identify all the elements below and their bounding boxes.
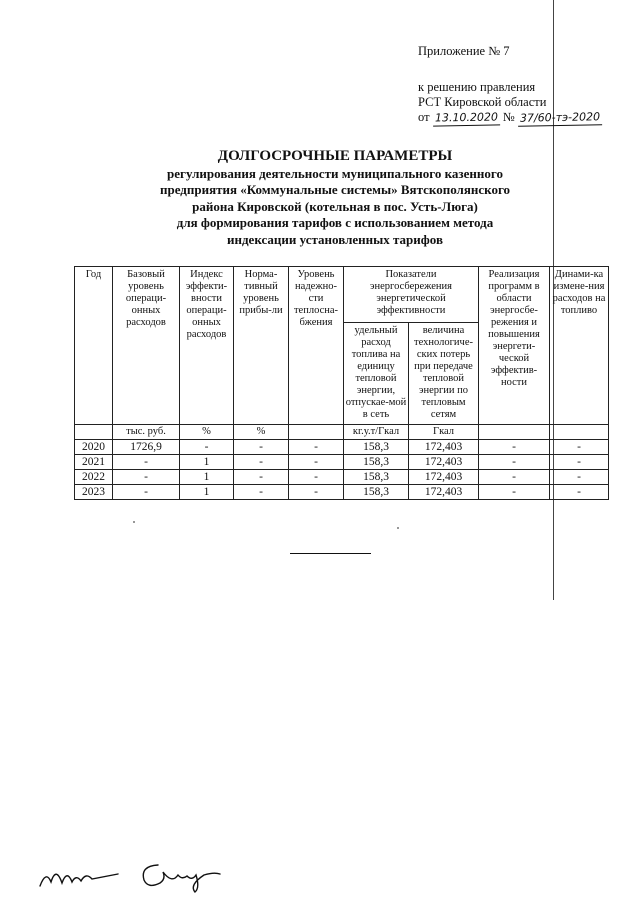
unit-dynamics (550, 425, 609, 440)
unit-reliability (289, 425, 344, 440)
title-main: ДОЛГОСРОЧНЫЕ ПАРАМЕТРЫ (217, 148, 453, 164)
table-row (75, 485, 609, 500)
appendix-header (418, 44, 602, 126)
parameters-table (74, 266, 609, 500)
header-fuel-consumption: удельный расход топлива на единицу тепловой энергии, отпускае-мой в сеть (344, 323, 409, 425)
unit-year (75, 425, 113, 440)
scan-speck (397, 527, 399, 529)
cell-losses: 172,403 (409, 485, 479, 500)
decision-reference (418, 110, 602, 126)
header-programs: Реализация программ в области энергосбе-режения и повышения энергети-ческой эффектив-ности (479, 267, 550, 425)
unit-index: % (180, 425, 234, 440)
cell-base: - (113, 470, 180, 485)
cell-losses: 172,403 (409, 455, 479, 470)
cell-year: 2020 (75, 440, 113, 455)
cell-year: 2021 (75, 455, 113, 470)
document-title (100, 148, 570, 248)
from-label: от (418, 110, 430, 124)
cell-dynamics: - (550, 485, 609, 500)
cell-programs: - (479, 485, 550, 500)
header-heat-losses: величина технологиче-ских потерь при передаче тепловой энергии по тепловым сетям (409, 323, 479, 425)
header-fuel-dynamics: Динами-ка измене-ния расходов на топливо (550, 267, 609, 425)
appendix-number: Приложение № 7 (418, 44, 510, 58)
title-line-3: района Кировской (котельная в пос. Усть-Люга) (192, 198, 478, 214)
cell-programs: - (479, 455, 550, 470)
table-row (75, 455, 609, 470)
decision-date: 13.10.2020 (433, 109, 500, 126)
unit-norm: % (234, 425, 289, 440)
cell-reliability: - (289, 485, 344, 500)
cell-index: 1 (180, 455, 234, 470)
title-line-4: для формирования тарифов с использованием метода (176, 215, 494, 230)
cell-index: - (180, 440, 234, 455)
cell-programs: - (479, 440, 550, 455)
appendix-line-2: РСТ Кировской области (418, 95, 547, 109)
cell-fuel: 158,3 (344, 485, 409, 500)
cell-norm: - (234, 440, 289, 455)
cell-dynamics: - (550, 470, 609, 485)
cell-dynamics: - (550, 440, 609, 455)
cell-index: 1 (180, 470, 234, 485)
title-line-5: индексации установленных тарифов (227, 231, 443, 247)
cell-base: 1726,9 (113, 440, 180, 455)
cell-losses: 172,403 (409, 470, 479, 485)
table-row (75, 440, 609, 455)
cell-norm: - (234, 485, 289, 500)
cell-base: - (113, 455, 180, 470)
cell-norm: - (234, 470, 289, 485)
cell-dynamics: - (550, 455, 609, 470)
decision-number: 37/60-тэ-2020 (518, 109, 602, 126)
table-row (75, 470, 609, 485)
header-profit-norm: Норма-тивный уровень прибы-ли (234, 267, 289, 425)
unit-losses: Гкал (409, 425, 479, 440)
handwritten-signature (36, 852, 226, 894)
title-line-2: предприятия «Коммунальные системы» Вятскополянского (159, 182, 511, 197)
cell-programs: - (479, 470, 550, 485)
cell-index: 1 (180, 485, 234, 500)
unit-fuel: кг.у.т/Гкал (344, 425, 409, 440)
header-energy-saving: Показатели энергосбережения энергетической эффективности (344, 267, 479, 323)
scan-speck (133, 521, 135, 523)
cell-fuel: 158,3 (344, 455, 409, 470)
header-base-level: Базовый уровень операци-онных расходов (113, 267, 180, 425)
unit-base: тыс. руб. (113, 425, 180, 440)
units-row (75, 425, 609, 440)
header-reliability: Уровень надежно-сти теплосна-бжения (289, 267, 344, 425)
cell-norm: - (234, 455, 289, 470)
cell-base: - (113, 485, 180, 500)
header-efficiency-index: Индекс эффекти-вности операци-онных расходов (180, 267, 234, 425)
cell-year: 2022 (75, 470, 113, 485)
cell-reliability: - (289, 440, 344, 455)
end-rule (290, 553, 371, 554)
cell-year: 2023 (75, 485, 113, 500)
cell-fuel: 158,3 (344, 440, 409, 455)
cell-losses: 172,403 (409, 440, 479, 455)
unit-programs (479, 425, 550, 440)
header-year: Год (75, 267, 113, 425)
header-row (75, 267, 609, 323)
cell-fuel: 158,3 (344, 470, 409, 485)
title-line-1: регулирования деятельности муниципального казенного (167, 165, 503, 181)
appendix-line-1: к решению правления (418, 80, 536, 94)
number-label: № (502, 110, 515, 124)
cell-reliability: - (289, 455, 344, 470)
cell-reliability: - (289, 470, 344, 485)
